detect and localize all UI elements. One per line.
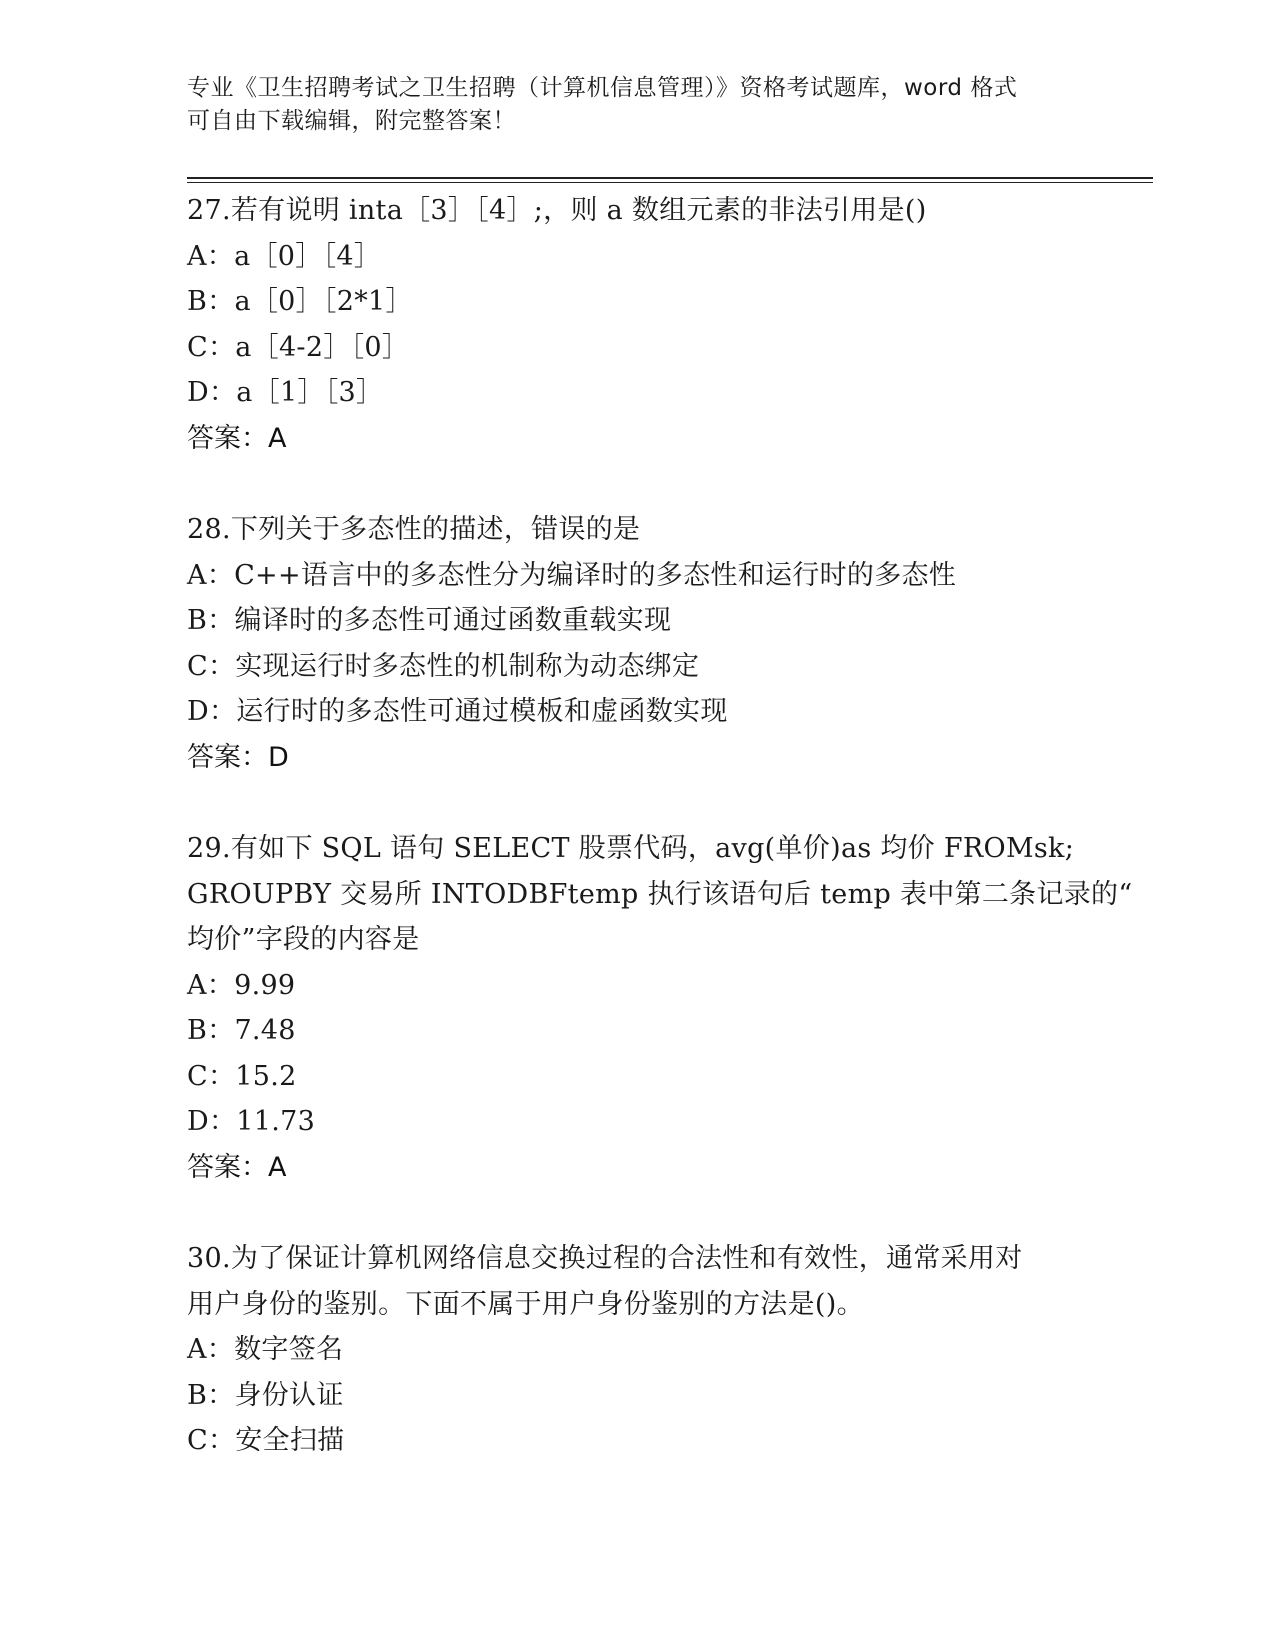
option-d: D：运行时的多态性可通过模板和虚函数实现 <box>187 696 728 727</box>
document-header <box>187 72 1087 138</box>
question-stem-line-1: 29.有如下 SQL 语句 SELECT 股票代码，avg(单价)as 均价 FROMsk; <box>187 833 1075 864</box>
option-b: B：编译时的多态性可通过函数重载实现 <box>187 605 672 636</box>
header-line-2: 可自由下载编辑，附完整答案！ <box>187 108 516 134</box>
option-c: C：安全扫描 <box>187 1425 345 1456</box>
option-d: D：11.73 <box>187 1106 316 1137</box>
answer-label: 答案：A <box>187 1151 287 1183</box>
option-d: D：a［1］［3］ <box>187 377 384 408</box>
option-a: A：9.99 <box>187 969 296 1001</box>
header-divider-thick <box>187 177 1153 179</box>
question-stem-line-3: 均价”字段的内容是 <box>187 924 420 955</box>
option-c: C：a［4-2］［0］ <box>187 331 410 363</box>
question-30 <box>187 1236 1087 1464</box>
question-list <box>187 188 1133 1510</box>
question-stem: 28.下列关于多态性的描述，错误的是 <box>187 514 641 545</box>
question-27 <box>187 188 1087 461</box>
option-b: B：7.48 <box>187 1015 296 1046</box>
header-line-1: 专业《卫生招聘考试之卫生招聘（计算机信息管理）》资格考试题库，word 格式 <box>187 75 1018 101</box>
question-stem: 27.若有说明 inta［3］［4］;，则 a 数组元素的非法引用是() <box>187 195 927 226</box>
question-29 <box>187 826 1133 1190</box>
question-stem-line-2: 用户身份的鉴别。下面不属于用户身份鉴别的方法是()。 <box>187 1288 864 1320</box>
option-a: A：数字签名 <box>187 1334 344 1365</box>
question-stem-line-2: GROUPBY 交易所 INTODBFtemp 执行该语句后 temp 表中第二条记录的“ <box>187 878 1133 910</box>
answer-label: 答案：D <box>187 741 289 773</box>
option-a: A：C++语言中的多态性分为编译时的多态性和运行时的多态性 <box>187 559 957 591</box>
option-c: C：实现运行时多态性的机制称为动态绑定 <box>187 650 700 682</box>
question-stem-line-1: 30.为了保证计算机网络信息交换过程的合法性和有效性，通常采用对 <box>187 1243 1023 1274</box>
option-c: C：15.2 <box>187 1060 297 1092</box>
option-b: B：a［0］［2*1］ <box>187 286 413 317</box>
option-b: B：身份认证 <box>187 1379 344 1411</box>
question-28 <box>187 507 1087 780</box>
option-a: A：a［0］［4］ <box>187 240 382 272</box>
answer-label: 答案：A <box>187 422 287 454</box>
header-divider-thin <box>187 182 1153 183</box>
